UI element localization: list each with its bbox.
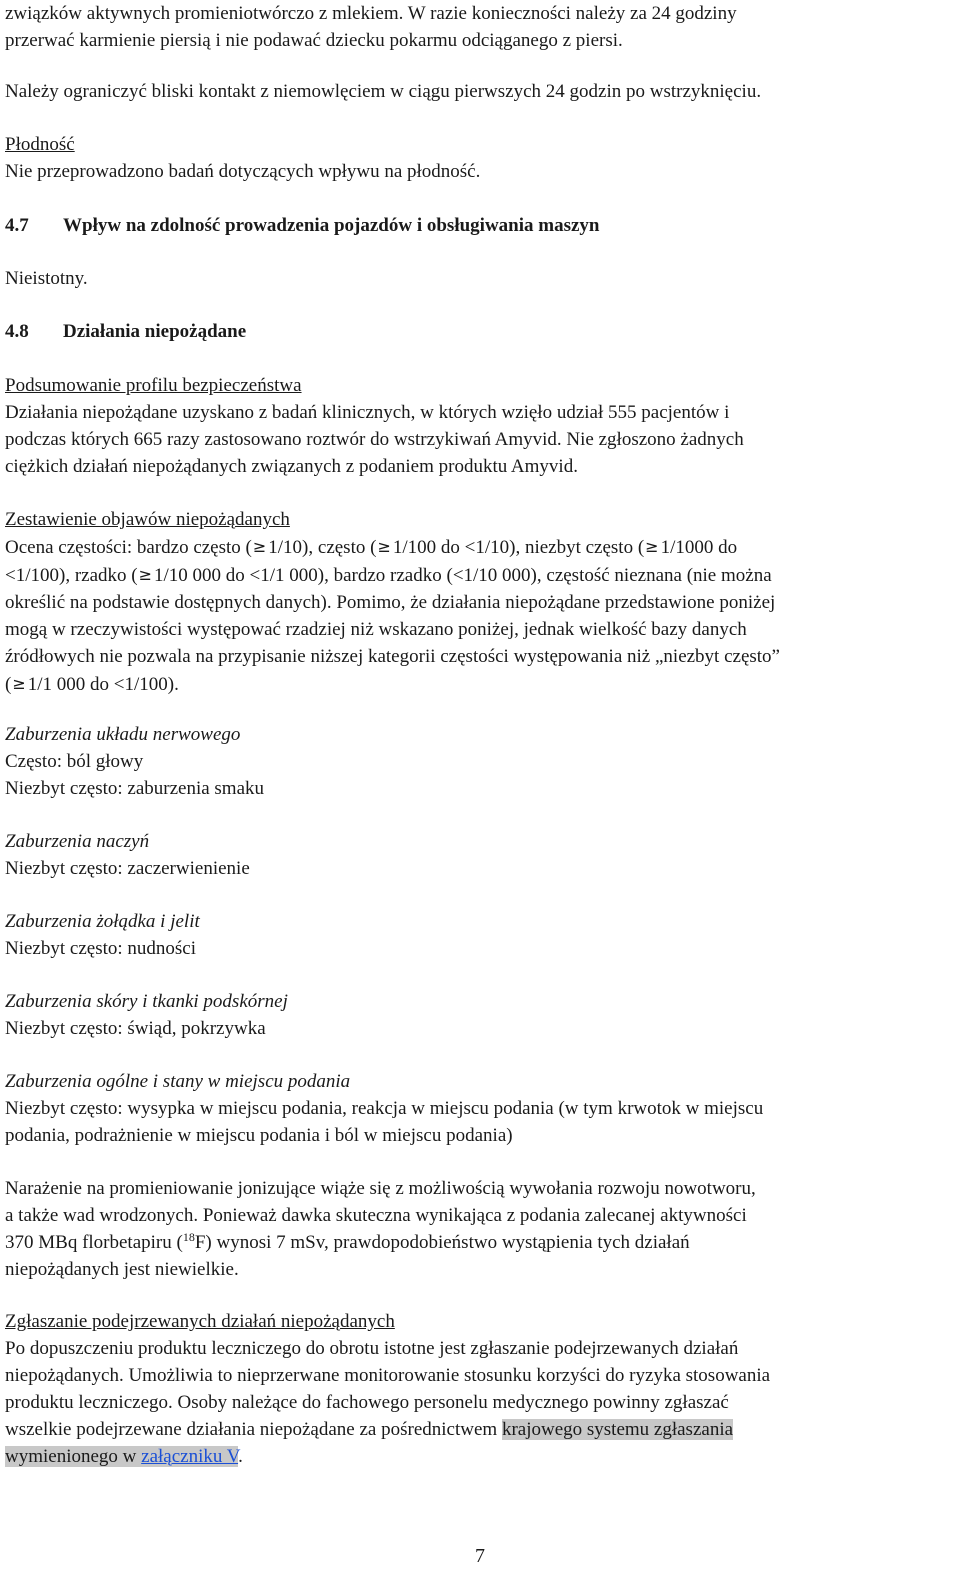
text-span: 1/10 000 do <1/1 000), bardzo rzadko (<1/10 000), częstość nieznana (nie można <box>154 565 772 586</box>
text-span: . <box>238 1446 243 1467</box>
section-title: Wpływ na zdolność prowadzenia pojazdów i obsługiwania maszyn <box>63 215 600 236</box>
greater-equal-symbol: ≥ <box>138 565 152 584</box>
greater-equal-symbol: ≥ <box>12 674 26 693</box>
text-line: podczas których 665 razy zastosowano roztwór do wstrzykiwań Amyvid. Nie zgłoszono żadnych <box>5 429 744 450</box>
text-line: Nieistotny. <box>5 268 88 289</box>
text-line: ciężkich działań niepożądanych związanych z podaniem produktu Amyvid. <box>5 456 578 477</box>
annex-v-link[interactable]: załączniku V <box>141 1446 239 1467</box>
text-span: 1/10), często ( <box>268 537 377 558</box>
text-line: Po dopuszczeniu produktu leczniczego do obrotu istotne jest zgłaszanie podejrzewanych działań <box>5 1338 739 1359</box>
soc-vascular <box>5 828 940 882</box>
text-line: określić na podstawie dostępnych danych). Pomimo, że działania niepożądane przedstawione poniżej <box>5 592 776 613</box>
text-line: źródłowych nie pozwala na przypisanie niższej kategorii częstości występowania niż „niezbyt często” <box>5 646 780 667</box>
text-line: Narażenie na promieniowanie jonizujące wiąże się z możliwością wywołania rozwoju nowotworu, <box>5 1178 756 1199</box>
fertility-text: Nie przeprowadzono badań dotyczących wpływu na płodność. <box>5 161 481 182</box>
soc-heading: Zaburzenia żołądka i jelit <box>5 911 200 932</box>
text-line: a także wad wrodzonych. Ponieważ dawka skuteczna wynikająca z podania zalecanej aktywności <box>5 1205 747 1226</box>
highlighted-text: krajowego systemu zgłaszania <box>501 1419 734 1440</box>
radiation-paragraph <box>5 1175 940 1283</box>
text-span: Ocena częstości: bardzo często ( <box>5 537 252 558</box>
section-number: 4.8 <box>5 321 29 342</box>
isotope-superscript: 18 <box>182 1230 195 1244</box>
section-title: Działania niepożądane <box>63 321 247 342</box>
safety-profile-heading: Podsumowanie profilu bezpieczeństwa <box>5 375 302 396</box>
fertility-section <box>5 131 940 185</box>
text-span: wymienionego w <box>5 1446 142 1467</box>
text-line <box>5 561 940 589</box>
text-line: Niezbyt często: wysypka w miejscu podania, reakcja w miejscu podania (w tym krwotok w miejscu <box>5 1098 764 1119</box>
soc-general <box>5 1068 940 1149</box>
text-span: 1/1000 do <box>660 537 738 558</box>
text-line: związków aktywnych promieniotwórczo z mlekiem. W razie konieczności należy za 24 godziny <box>5 3 737 24</box>
section-4-7-heading <box>5 212 599 239</box>
soc-heading: Zaburzenia układu nerwowego <box>5 724 241 745</box>
text-line <box>5 533 940 561</box>
greater-equal-symbol: ≥ <box>377 537 391 556</box>
text-line: przerwać karmienie piersią i nie podawać dziecku pokarmu odciąganego z piersi. <box>5 30 623 51</box>
text-line: Niezbyt często: zaburzenia smaku <box>5 778 265 799</box>
text-line: podania, podrażnienie w miejscu podania i ból w miejscu podania) <box>5 1125 513 1146</box>
section-number: 4.7 <box>5 215 29 236</box>
text-span: wszelkie podejrzewane działania niepożądane za pośrednictwem <box>5 1419 502 1440</box>
contact-paragraph <box>5 78 940 105</box>
soc-heading: Zaburzenia skóry i tkanki podskórnej <box>5 991 288 1012</box>
text-span: ( <box>5 674 12 695</box>
section-4-8-heading <box>5 318 246 345</box>
text-span: F) wynosi 7 mSv, prawdopodobieństwo wystąpienia tych działań <box>194 1232 690 1253</box>
text-line: Należy ograniczyć bliski kontakt z niemowlęciem w ciągu pierwszych 24 godzin po wstrzyknięciu. <box>5 81 762 102</box>
text-line: niepożądanych jest niewielkie. <box>5 1259 239 1280</box>
text-line: produktu leczniczego. Osoby należące do fachowego personelu medycznego powinny zgłaszać <box>5 1392 729 1413</box>
text-line: Niezbyt często: zaczerwienienie <box>5 858 250 879</box>
lactation-paragraph <box>5 0 940 54</box>
reporting-section <box>5 1308 940 1470</box>
text-line: Niezbyt często: nudności <box>5 938 197 959</box>
greater-equal-symbol: ≥ <box>645 537 659 556</box>
highlighted-text <box>5 1446 238 1467</box>
soc-nervous-system <box>5 721 940 802</box>
text-line: niepożądanych. Umożliwia to nieprzerwane monitorowanie stosunku korzyści do ryzyka stosowania <box>5 1365 771 1386</box>
text-line: mogą w rzeczywistości występować rzadziej niż wskazano poniżej, jednak wielkość bazy danych <box>5 619 747 640</box>
soc-heading: Zaburzenia naczyń <box>5 831 150 852</box>
text-span: 370 MBq florbetapiru ( <box>5 1232 183 1253</box>
text-line <box>5 670 940 698</box>
adverse-reactions-summary <box>5 506 940 698</box>
text-line <box>5 1229 940 1256</box>
text-line: Często: ból głowy <box>5 751 144 772</box>
reporting-heading: Zgłaszanie podejrzewanych działań niepożądanych <box>5 1311 395 1332</box>
text-line: Działania niepożądane uzyskano z badań klinicznych, w których wzięło udział 555 pacjentów i <box>5 402 730 423</box>
soc-heading: Zaburzenia ogólne i stany w miejscu podania <box>5 1071 351 1092</box>
soc-gastrointestinal <box>5 908 940 962</box>
text-span: <1/100), rzadko ( <box>5 565 138 586</box>
text-line <box>5 1416 940 1443</box>
fertility-heading: Płodność <box>5 134 75 155</box>
text-line: Niezbyt często: świąd, pokrzywka <box>5 1018 266 1039</box>
text-span: 1/1 000 do <1/100). <box>27 674 179 695</box>
safety-profile-section <box>5 372 940 480</box>
section-4-7-text <box>5 265 940 292</box>
text-line <box>5 1443 940 1470</box>
soc-skin <box>5 988 940 1042</box>
greater-equal-symbol: ≥ <box>252 537 267 556</box>
page-number: 7 <box>475 1545 485 1567</box>
text-span: 1/100 do <1/10), niezbyt często ( <box>392 537 645 558</box>
summary-heading: Zestawienie objawów niepożądanych <box>5 509 290 530</box>
